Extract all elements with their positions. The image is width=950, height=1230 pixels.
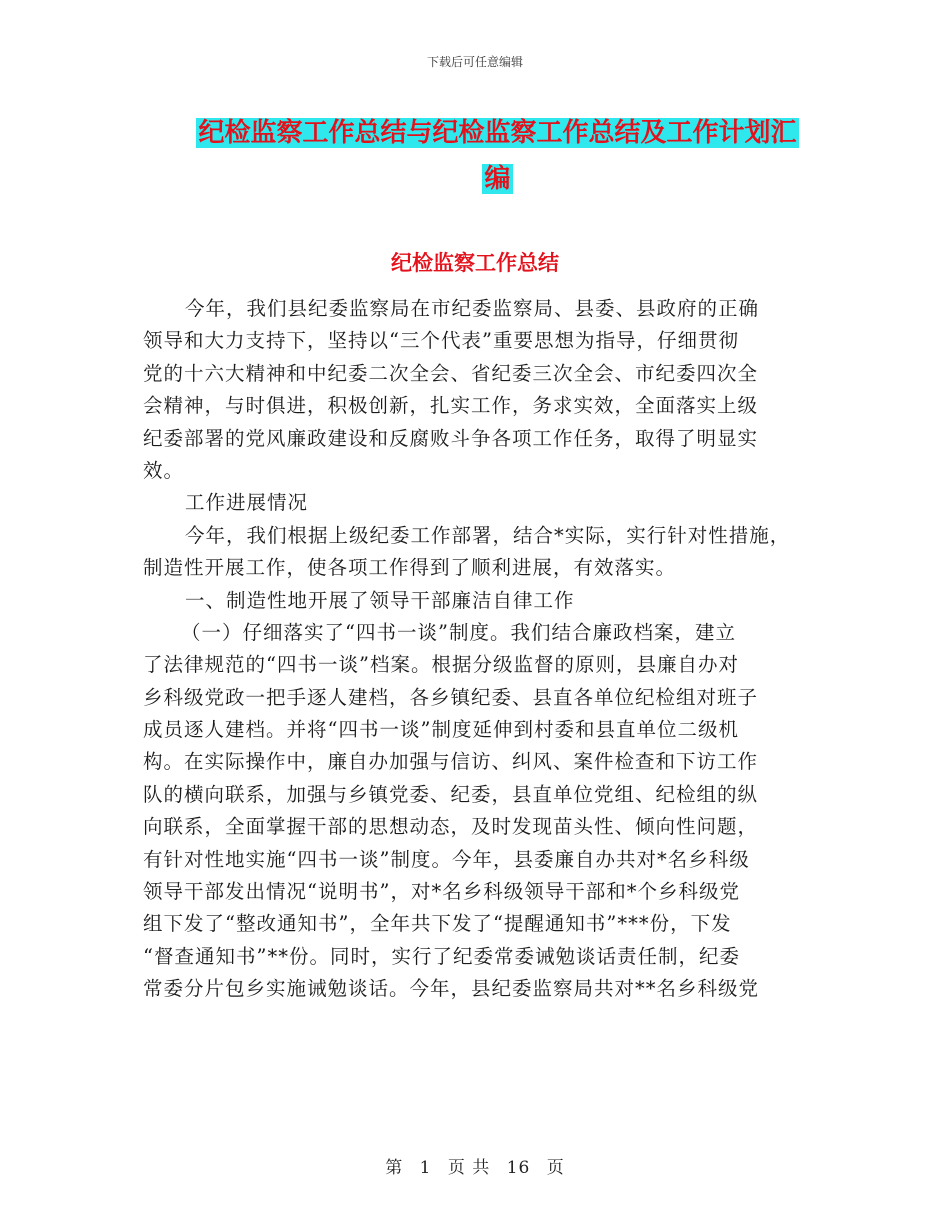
text-line: 成员逐人建档。并将“四书一谈”制度延伸到村委和县直单位二级机 — [143, 718, 739, 742]
text-line: 队的横向联系，加强与乡镇党委、纪委，县直单位党组、纪检组的纵 — [143, 782, 759, 806]
document-title — [185, 110, 810, 202]
text-line: 乡科级党政一把手逐人建档，各乡镇纪委、县直各单位纪检组对班子 — [143, 685, 759, 709]
page-footer — [0, 1153, 950, 1178]
text-line: 领导干部发出情况“说明书”，对*名乡科级领导干部和*个乡科级党 — [143, 880, 740, 904]
text-line: 效。 — [143, 458, 185, 482]
footer-prefix: 第 — [385, 1158, 404, 1178]
text-line: 制造性开展工作，使各项工作得到了顺利进展，有效落实。 — [143, 556, 677, 580]
text-line: 组下发了“整改通知书”，全年共下发了“提醒通知书”***份，下发 — [143, 912, 732, 936]
footer-total-pages: 16 — [506, 1158, 531, 1178]
text-line: 常委分片包乡实施诫勉谈话。今年，县纪委监察局共对**名乡科级党 — [143, 977, 760, 1001]
footer-mid: 页 共 — [447, 1158, 491, 1178]
body-text — [143, 293, 815, 1006]
text-line: “督查通知书”**份。同时，实行了纪委常委诫勉谈话责任制，纪委 — [143, 944, 740, 968]
text-line: （一）仔细落实了“四书一谈”制度。我们结合廉政档案，建立 — [181, 620, 736, 644]
footer-suffix: 页 — [546, 1158, 565, 1178]
text-line: 了法律规范的“四书一谈”档案。根据分级监督的原则，县廉自办对 — [143, 653, 739, 677]
text-line: 构。在实际操作中，廉自办加强与信访、纠风、案件检查和下访工作 — [143, 750, 759, 774]
text-line: 有针对性地实施“四书一谈”制度。今年，县委廉自办共对*名乡科级 — [143, 847, 750, 871]
text-line: 党的十六大精神和中纪委二次全会、省纪委三次全会、市纪委四次全 — [143, 361, 759, 385]
footer-page-number: 1 — [419, 1158, 432, 1178]
document-title-line-1: 纪检监察工作总结与纪检监察工作总结及工作计划汇 — [198, 118, 797, 148]
text-line: 会精神，与时俱进，积极创新，扎实工作，务求实效，全面落实上级 — [143, 394, 759, 418]
subheading-line: 工作进展情况 — [185, 491, 309, 515]
header-note: 下载后可任意编辑 — [426, 55, 523, 69]
subheading-line: 一、制造性地开展了领导干部廉洁自律工作 — [185, 588, 575, 612]
text-line: 向联系，全面掌握干部的思想动态，及时发现苗头性、倾向性问题， — [143, 815, 759, 839]
text-line: 今年，我们县纪委监察局在市纪委监察局、县委、县政府的正确 — [185, 297, 760, 320]
document-title-line-2: 编 — [484, 164, 511, 194]
text-line: 领导和大力支持下，坚持以“三个代表”重要思想为指导，仔细贯彻 — [143, 329, 739, 353]
text-line: 纪委部署的党风廉政建设和反腐败斗争各项工作任务，取得了明显实 — [143, 426, 759, 450]
section-title: 纪检监察工作总结 — [391, 250, 559, 275]
text-line: 今年，我们根据上级纪委工作部署，结合*实际，实行针对性措施， — [185, 523, 791, 547]
